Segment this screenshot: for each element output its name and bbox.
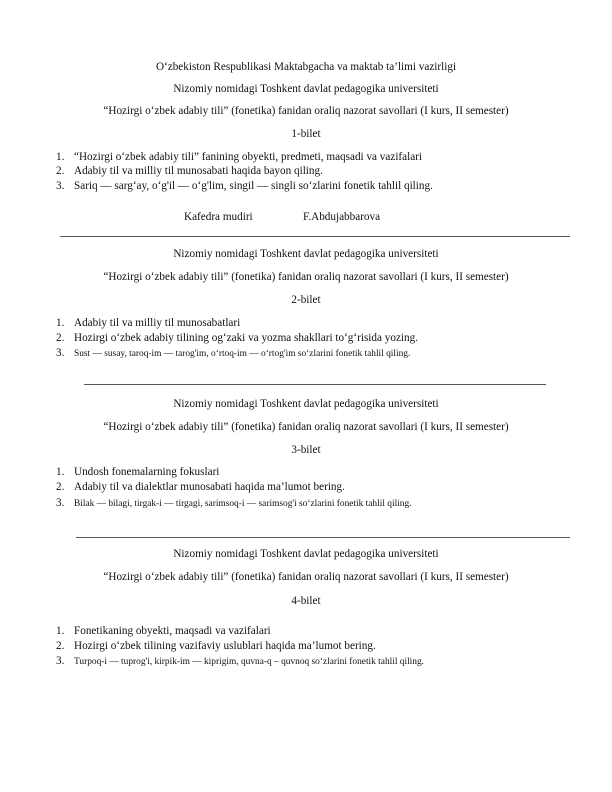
question-item xyxy=(56,639,376,653)
question-number: 1. xyxy=(56,466,65,478)
signature-name: F.Abdujabbarova xyxy=(303,211,381,223)
question-text: Sariq — sarg‘ay, o‘g'il — o‘g'lim, singil — singli so‘zlarini fonetik tahlil qiling. xyxy=(74,180,433,192)
question-text: Hozirgi o‘zbek tilining vazifaviy uslublari haqida ma’lumot bering. xyxy=(74,640,376,652)
question-item xyxy=(56,654,424,669)
question-item xyxy=(56,346,410,361)
course-title: “Hozirgi o‘zbek adabiy tili” (fonetika) fanidan oraliq nazorat savollari (I kurs, II semester) xyxy=(103,571,509,583)
question-item xyxy=(56,331,418,345)
separator-line xyxy=(60,236,570,237)
question-text: “Hozirgi o‘zbek adabiy tili” fanining obyekti, predmeti, maqsadi va vazifalari xyxy=(74,151,423,163)
university-name: Nizomiy nomidagi Toshkent davlat pedagogika universiteti xyxy=(173,398,439,410)
question-item xyxy=(56,316,240,330)
question-number: 2. xyxy=(56,332,65,344)
signature-role: Kafedra mudiri xyxy=(184,211,253,223)
ticket-number: 2-bilet xyxy=(291,294,321,306)
question-text: Sust — susay, taroq-im — tarog'im, o‘rtoq-im — o‘rtog'im so‘zlarini fonetik tahlil qiling. xyxy=(74,349,411,359)
question-number: 3. xyxy=(56,347,65,359)
question-item xyxy=(56,496,412,511)
university-name: Nizomiy nomidagi Toshkent davlat pedagogika universiteti xyxy=(173,248,439,260)
question-number: 1. xyxy=(56,317,65,329)
question-number: 1. xyxy=(56,151,65,163)
question-text: Adabiy til va milliy til munosabatlari xyxy=(74,317,241,329)
question-text: Turpoq-i — tuprog'i, kirpik-im — kiprigim, quvna-q – quvnoq so‘zlarini fonetik tahlil qiling. xyxy=(74,657,425,667)
question-item xyxy=(56,480,345,494)
question-number: 3. xyxy=(56,180,65,192)
separator-line xyxy=(84,384,546,385)
course-title: “Hozirgi o‘zbek adabiy tili” (fonetika) fanidan oraliq nazorat savollari (I kurs, II semester) xyxy=(103,105,509,117)
question-item xyxy=(56,624,271,638)
question-text: Hozirgi o‘zbek adabiy tilining og‘zaki va yozma shakllari to‘g‘risida yozing. xyxy=(74,332,419,344)
university-name: Nizomiy nomidagi Toshkent davlat pedagogika universiteti xyxy=(173,83,439,95)
ticket-number: 3-bilet xyxy=(291,444,321,456)
question-number: 2. xyxy=(56,165,65,177)
question-item xyxy=(56,164,323,178)
course-title: “Hozirgi o‘zbek adabiy tili” (fonetika) fanidan oraliq nazorat savollari (I kurs, II semester) xyxy=(103,271,509,283)
question-number: 3. xyxy=(56,497,65,509)
question-number: 2. xyxy=(56,640,65,652)
question-text: Adabiy til va dialektlar munosabati haqida ma’lumot bering. xyxy=(74,481,345,493)
question-text: Bilak — bilagi, tirgak-i — tirgagi, sarimsoq-i — sarimsog'i so‘zlarini fonetik tahlil qiling. xyxy=(74,499,412,509)
course-title: “Hozirgi o‘zbek adabiy tili” (fonetika) fanidan oraliq nazorat savollari (I kurs, II semester) xyxy=(103,421,509,433)
ticket-number: 4-bilet xyxy=(291,595,321,607)
question-item xyxy=(56,465,219,479)
question-item xyxy=(56,179,433,193)
ministry-title: O‘zbekiston Respublikasi Maktabgacha va maktab ta’limi vazirligi xyxy=(155,61,457,73)
university-name: Nizomiy nomidagi Toshkent davlat pedagogika universiteti xyxy=(173,548,439,560)
question-item xyxy=(56,150,422,164)
question-text: Fonetikaning obyekti, maqsadi va vazifalari xyxy=(74,625,271,637)
question-number: 1. xyxy=(56,625,65,637)
separator-line xyxy=(76,537,570,538)
question-text: Adabiy til va milliy til munosabati haqida bayon qiling. xyxy=(74,165,323,177)
ticket-number: 1-bilet xyxy=(291,128,321,140)
question-number: 2. xyxy=(56,481,65,493)
question-number: 3. xyxy=(56,655,65,667)
question-text: Undosh fonemalarning fokuslari xyxy=(74,466,220,478)
